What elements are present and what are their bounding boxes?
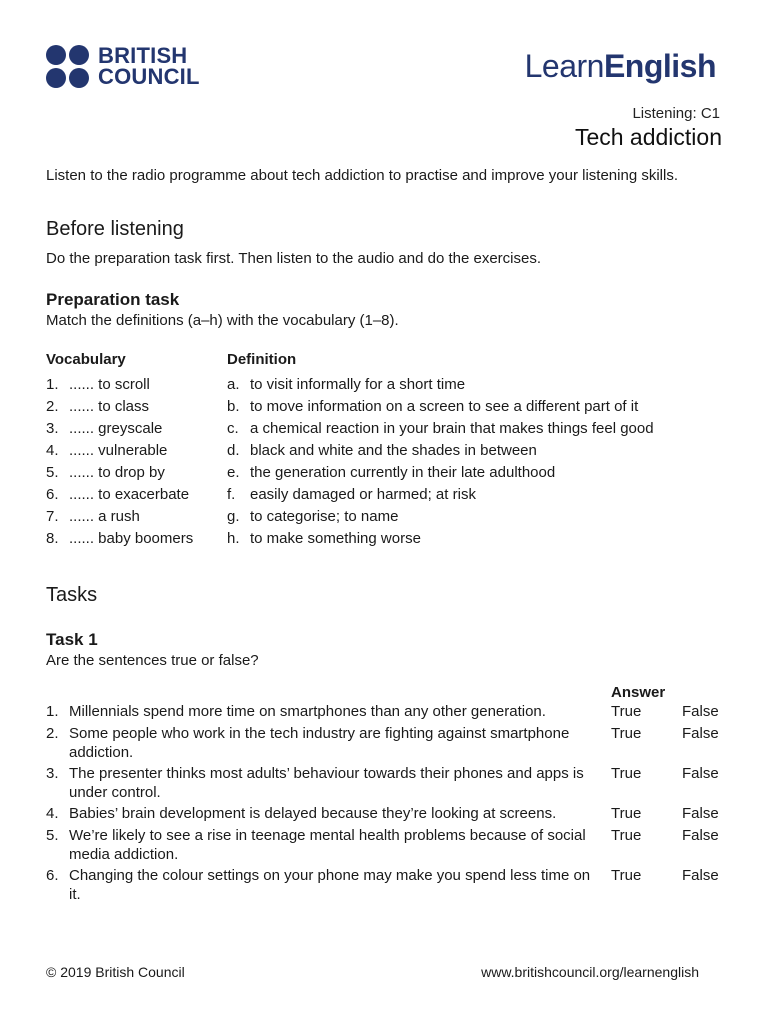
page-title: Tech addiction [574, 124, 722, 150]
preparation-heading: Preparation task [46, 290, 180, 309]
vocabulary-row: 3. ...... greyscale c. a chemical reaction in your brain that makes things feel good [46, 420, 654, 437]
footer-copyright: © 2019 British Council [46, 964, 185, 980]
level-label: Listening: C1 [632, 105, 720, 122]
vocabulary-row: 6. ...... to exacerbate f. easily damaged or harmed; at risk [46, 486, 476, 503]
before-listening-heading: Before listening [46, 218, 184, 240]
intro-text: Listen to the radio programme about tech addiction to practise and improve your listening skills. [46, 167, 678, 184]
false-option[interactable]: False [682, 827, 719, 844]
vocabulary-row: 4. ...... vulnerable d. black and white and the shades in between [46, 442, 537, 459]
british-council-logo [46, 43, 200, 89]
answer-column-header: Answer [611, 684, 666, 701]
vocabulary-row: 1. ...... to scroll a. to visit informally for a short time [46, 376, 466, 393]
vocabulary-row: 2. ...... to class b. to move information on a screen to see a different part of it [46, 398, 639, 415]
true-option[interactable]: True [611, 867, 642, 884]
footer-url-link[interactable]: www.britishcouncil.org/learnenglish [481, 964, 699, 980]
logo-wordmark: BRITISH COUNCIL [98, 43, 200, 89]
false-option[interactable]: False [682, 805, 719, 822]
definition-column-header: Definition [227, 351, 297, 368]
true-option[interactable]: True [611, 827, 642, 844]
true-option[interactable]: True [611, 765, 642, 782]
tasks-heading: Tasks [46, 584, 98, 606]
true-option[interactable]: True [611, 725, 642, 742]
vocabulary-column-header: Vocabulary [46, 351, 126, 368]
false-option[interactable]: False [682, 867, 719, 884]
logo-dots-icon [46, 45, 89, 88]
vocabulary-row: 7. ...... a rush g. to categorise; to name [46, 508, 399, 525]
true-option[interactable]: True [611, 703, 642, 720]
vocabulary-row: 8. ...... baby boomers h. to make something worse [46, 530, 421, 547]
false-option[interactable]: False [682, 703, 719, 720]
false-option[interactable]: False [682, 765, 719, 782]
preparation-instruction: Match the definitions (a–h) with the vocabulary (1–8). [46, 312, 399, 329]
before-listening-text: Do the preparation task first. Then listen to the audio and do the exercises. [46, 250, 542, 267]
vocabulary-row: 5. ...... to drop by e. the generation currently in their late adulthood [46, 464, 556, 481]
true-option[interactable]: True [611, 805, 642, 822]
task1-instruction: Are the sentences true or false? [46, 652, 259, 669]
learnenglish-brand: LearnEnglish [524, 48, 716, 84]
false-option[interactable]: False [682, 725, 719, 742]
task1-heading: Task 1 [46, 630, 98, 649]
